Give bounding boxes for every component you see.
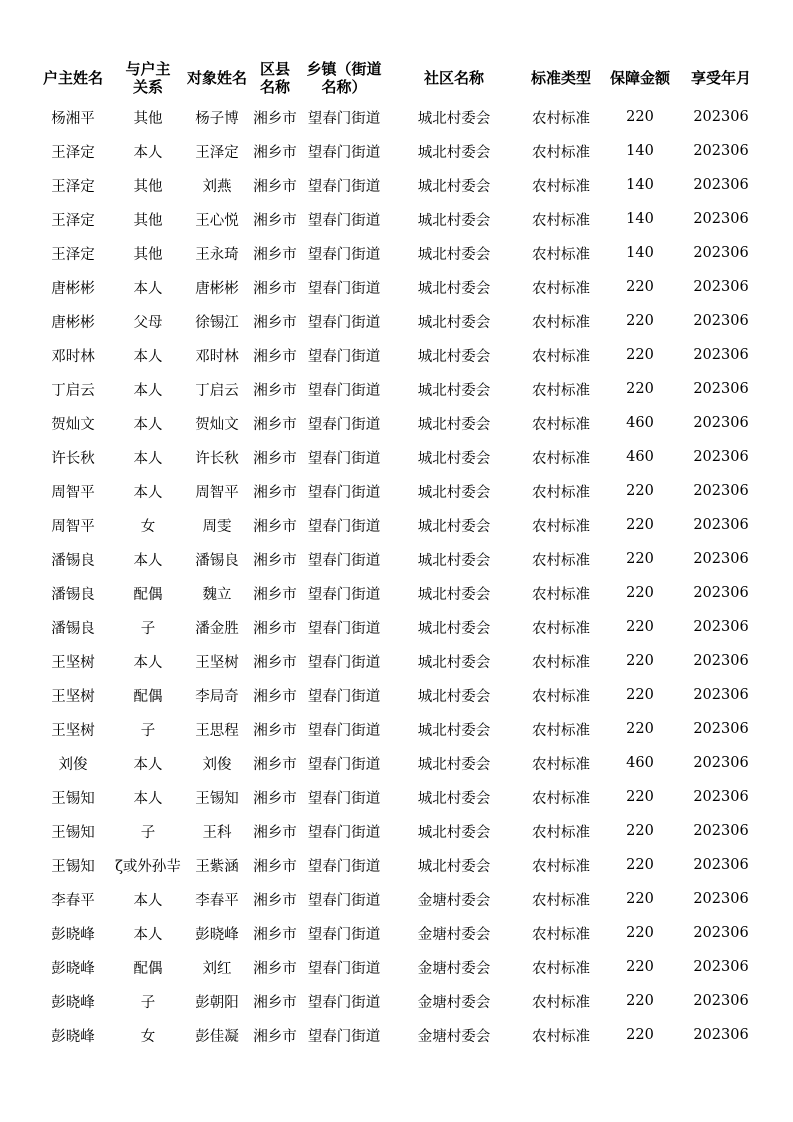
cell-subject: 王思程	[195, 722, 239, 739]
cell-relation: 父母	[133, 314, 163, 331]
cell-county: 湘乡市	[253, 518, 297, 535]
table-row	[34, 746, 764, 780]
cell-amount: 220	[626, 279, 654, 295]
cell-community: 金塘村委会	[417, 960, 491, 977]
cell-town: 望春门街道	[307, 790, 381, 807]
cell-town: 望春门街道	[307, 960, 381, 977]
cell-householder: 周智平	[51, 518, 95, 535]
cell-county: 湘乡市	[253, 654, 297, 671]
cell-householder: 刘俊	[58, 756, 88, 773]
cell-amount: 220	[626, 653, 654, 669]
cell-householder: 王坚树	[51, 722, 95, 739]
cell-relation: 本人	[133, 416, 163, 433]
cell-subject: 王科	[202, 824, 232, 841]
cell-county: 湘乡市	[253, 620, 297, 637]
cell-householder: 王锡知	[51, 824, 95, 841]
cell-county: 湘乡市	[253, 484, 297, 501]
table-row	[34, 1018, 764, 1052]
table-row	[34, 440, 764, 474]
cell-month: 202306	[693, 891, 749, 907]
cell-month: 202306	[693, 619, 749, 635]
cell-county: 湘乡市	[253, 586, 297, 603]
cell-householder: 唐彬彬	[51, 280, 95, 297]
cell-town: 望春门街道	[307, 1028, 381, 1045]
cell-community: 金塘村委会	[417, 1028, 491, 1045]
cell-householder: 彭晓峰	[51, 1028, 95, 1045]
cell-relation: 女	[140, 518, 156, 535]
cell-standard-type: 农村标准	[532, 824, 590, 841]
cell-subject: 邓时林	[195, 348, 239, 365]
cell-month: 202306	[693, 483, 749, 499]
cell-town: 望春门街道	[307, 348, 381, 365]
header-town: 乡镇（街道名称）	[306, 60, 382, 96]
cell-county: 湘乡市	[253, 416, 297, 433]
cell-relation: 本人	[133, 756, 163, 773]
cell-community: 城北村委会	[417, 688, 491, 705]
cell-town: 望春门街道	[307, 212, 381, 229]
cell-county: 湘乡市	[253, 212, 297, 229]
cell-amount: 220	[626, 585, 654, 601]
cell-subject: 潘锡良	[195, 552, 239, 569]
cell-county: 湘乡市	[253, 450, 297, 467]
cell-county: 湘乡市	[253, 110, 297, 127]
table-row	[34, 508, 764, 542]
cell-community: 金塘村委会	[417, 926, 491, 943]
cell-month: 202306	[693, 959, 749, 975]
cell-householder: 贺灿文	[51, 416, 95, 433]
cell-householder: 王泽定	[51, 212, 95, 229]
cell-town: 望春门街道	[307, 824, 381, 841]
cell-town: 望春门街道	[307, 144, 381, 161]
cell-standard-type: 农村标准	[532, 518, 590, 535]
cell-community: 城北村委会	[417, 110, 491, 127]
cell-town: 望春门街道	[307, 246, 381, 263]
cell-community: 城北村委会	[417, 518, 491, 535]
cell-relation: 子	[140, 994, 156, 1011]
cell-standard-type: 农村标准	[532, 416, 590, 433]
cell-community: 城北村委会	[417, 178, 491, 195]
table-row	[34, 304, 764, 338]
cell-standard-type: 农村标准	[532, 450, 590, 467]
table-row	[34, 610, 764, 644]
cell-community: 城北村委会	[417, 620, 491, 637]
cell-subject: 杨子博	[195, 110, 239, 127]
cell-subject: 彭朝阳	[195, 994, 239, 1011]
cell-householder: 许长秋	[51, 450, 95, 467]
cell-householder: 潘锡良	[51, 620, 95, 637]
cell-relation: 本人	[133, 382, 163, 399]
cell-amount: 460	[626, 755, 654, 771]
cell-amount: 460	[626, 449, 654, 465]
cell-community: 城北村委会	[417, 824, 491, 841]
cell-standard-type: 农村标准	[532, 110, 590, 127]
cell-standard-type: 农村标准	[532, 960, 590, 977]
cell-standard-type: 农村标准	[532, 756, 590, 773]
cell-relation: 本人	[133, 552, 163, 569]
cell-householder: 周智平	[51, 484, 95, 501]
cell-town: 望春门街道	[307, 994, 381, 1011]
cell-community: 城北村委会	[417, 450, 491, 467]
cell-month: 202306	[693, 143, 749, 159]
cell-householder: 邓时林	[51, 348, 95, 365]
cell-month: 202306	[693, 177, 749, 193]
cell-householder: 王锡知	[51, 858, 95, 875]
cell-householder: 王泽定	[51, 178, 95, 195]
cell-month: 202306	[693, 857, 749, 873]
cell-relation: 本人	[133, 484, 163, 501]
cell-relation: 配偶	[133, 586, 163, 603]
table-row	[34, 984, 764, 1018]
table-row	[34, 372, 764, 406]
cell-standard-type: 农村标准	[532, 348, 590, 365]
cell-community: 城北村委会	[417, 280, 491, 297]
cell-subject: 许长秋	[195, 450, 239, 467]
cell-town: 望春门街道	[307, 382, 381, 399]
cell-month: 202306	[693, 551, 749, 567]
cell-month: 202306	[693, 993, 749, 1009]
cell-standard-type: 农村标准	[532, 654, 590, 671]
cell-relation: 配偶	[133, 688, 163, 705]
cell-relation: 本人	[133, 790, 163, 807]
cell-subject: 丁启云	[195, 382, 239, 399]
cell-county: 湘乡市	[253, 246, 297, 263]
cell-amount: 220	[626, 993, 654, 1009]
cell-relation: 其他	[133, 110, 163, 127]
header-row	[34, 56, 764, 100]
cell-community: 城北村委会	[417, 586, 491, 603]
table-row	[34, 950, 764, 984]
cell-subject: 周雯	[202, 518, 232, 535]
cell-county: 湘乡市	[253, 144, 297, 161]
cell-amount: 220	[626, 483, 654, 499]
header-householder: 户主姓名	[42, 69, 103, 87]
cell-community: 城北村委会	[417, 246, 491, 263]
cell-town: 望春门街道	[307, 654, 381, 671]
table-row	[34, 168, 764, 202]
cell-town: 望春门街道	[307, 280, 381, 297]
cell-county: 湘乡市	[253, 552, 297, 569]
cell-amount: 220	[626, 1027, 654, 1043]
cell-county: 湘乡市	[253, 348, 297, 365]
cell-county: 湘乡市	[253, 314, 297, 331]
cell-standard-type: 农村标准	[532, 926, 590, 943]
cell-householder: 王坚树	[51, 688, 95, 705]
cell-county: 湘乡市	[253, 994, 297, 1011]
cell-town: 望春门街道	[307, 110, 381, 127]
cell-month: 202306	[693, 823, 749, 839]
cell-standard-type: 农村标准	[532, 586, 590, 603]
cell-relation: 子	[140, 722, 156, 739]
cell-standard-type: 农村标准	[532, 858, 590, 875]
cell-amount: 220	[626, 313, 654, 329]
cell-amount: 220	[626, 347, 654, 363]
cell-standard-type: 农村标准	[532, 178, 590, 195]
cell-householder: 王泽定	[51, 144, 95, 161]
cell-month: 202306	[693, 381, 749, 397]
table-row	[34, 882, 764, 916]
table-header	[34, 56, 764, 100]
table-row	[34, 916, 764, 950]
cell-amount: 220	[626, 959, 654, 975]
cell-county: 湘乡市	[253, 892, 297, 909]
cell-subject: 王永琦	[195, 246, 239, 263]
assistance-table	[34, 56, 764, 1052]
cell-county: 湘乡市	[253, 382, 297, 399]
cell-month: 202306	[693, 585, 749, 601]
table-row	[34, 678, 764, 712]
cell-town: 望春门街道	[307, 722, 381, 739]
cell-amount: 220	[626, 857, 654, 873]
cell-town: 望春门街道	[307, 450, 381, 467]
cell-subject: 刘红	[202, 960, 232, 977]
cell-town: 望春门街道	[307, 756, 381, 773]
cell-community: 城北村委会	[417, 654, 491, 671]
cell-householder: 潘锡良	[51, 552, 95, 569]
cell-town: 望春门街道	[307, 926, 381, 943]
table-row	[34, 780, 764, 814]
cell-relation: 本人	[133, 892, 163, 909]
cell-subject: 刘燕	[202, 178, 232, 195]
cell-community: 金塘村委会	[417, 892, 491, 909]
cell-amount: 220	[626, 721, 654, 737]
cell-relation: 其他	[133, 246, 163, 263]
cell-town: 望春门街道	[307, 416, 381, 433]
cell-town: 望春门街道	[307, 586, 381, 603]
cell-amount: 220	[626, 517, 654, 533]
cell-householder: 丁启云	[51, 382, 95, 399]
cell-town: 望春门街道	[307, 518, 381, 535]
cell-county: 湘乡市	[253, 858, 297, 875]
header-county: 区县名称	[259, 60, 290, 96]
cell-subject: 王锡知	[195, 790, 239, 807]
cell-amount: 140	[626, 211, 654, 227]
cell-amount: 220	[626, 619, 654, 635]
cell-householder: 王锡知	[51, 790, 95, 807]
cell-householder: 彭晓峰	[51, 994, 95, 1011]
cell-amount: 460	[626, 415, 654, 431]
cell-month: 202306	[693, 653, 749, 669]
cell-county: 湘乡市	[253, 178, 297, 195]
cell-amount: 220	[626, 823, 654, 839]
cell-amount: 140	[626, 143, 654, 159]
cell-town: 望春门街道	[307, 484, 381, 501]
cell-relation: 女	[140, 1028, 156, 1045]
table-row	[34, 848, 764, 882]
cell-amount: 220	[626, 109, 654, 125]
cell-subject: 魏立	[202, 586, 232, 603]
table-row	[34, 134, 764, 168]
cell-subject: 王紫涵	[195, 858, 239, 875]
cell-county: 湘乡市	[253, 824, 297, 841]
cell-community: 城北村委会	[417, 484, 491, 501]
cell-standard-type: 农村标准	[532, 688, 590, 705]
table-row	[34, 406, 764, 440]
cell-county: 湘乡市	[253, 926, 297, 943]
cell-subject: 刘俊	[202, 756, 232, 773]
cell-relation: 本人	[133, 144, 163, 161]
cell-standard-type: 农村标准	[532, 280, 590, 297]
cell-county: 湘乡市	[253, 756, 297, 773]
cell-relation: ζ或外孙⺸	[115, 858, 181, 875]
cell-community: 城北村委会	[417, 144, 491, 161]
cell-community: 城北村委会	[417, 212, 491, 229]
cell-householder: 彭晓峰	[51, 926, 95, 943]
cell-month: 202306	[693, 347, 749, 363]
cell-community: 金塘村委会	[417, 994, 491, 1011]
cell-month: 202306	[693, 279, 749, 295]
cell-county: 湘乡市	[253, 722, 297, 739]
header-amount: 保障金额	[609, 69, 670, 87]
cell-month: 202306	[693, 1027, 749, 1043]
cell-amount: 220	[626, 891, 654, 907]
cell-householder: 王泽定	[51, 246, 95, 263]
cell-month: 202306	[693, 755, 749, 771]
cell-relation: 配偶	[133, 960, 163, 977]
table-row	[34, 814, 764, 848]
cell-amount: 220	[626, 687, 654, 703]
cell-standard-type: 农村标准	[532, 722, 590, 739]
cell-householder: 彭晓峰	[51, 960, 95, 977]
cell-county: 湘乡市	[253, 790, 297, 807]
cell-householder: 王坚树	[51, 654, 95, 671]
cell-month: 202306	[693, 211, 749, 227]
cell-community: 城北村委会	[417, 790, 491, 807]
cell-community: 城北村委会	[417, 552, 491, 569]
cell-town: 望春门街道	[307, 178, 381, 195]
header-community: 社区名称	[423, 69, 484, 87]
cell-subject: 彭晓峰	[195, 926, 239, 943]
table-row	[34, 338, 764, 372]
cell-householder: 潘锡良	[51, 586, 95, 603]
cell-householder: 唐彬彬	[51, 314, 95, 331]
cell-relation: 本人	[133, 450, 163, 467]
table-row	[34, 542, 764, 576]
cell-subject: 李春平	[195, 892, 239, 909]
cell-relation: 子	[140, 620, 156, 637]
cell-amount: 140	[626, 245, 654, 261]
header-month: 享受年月	[690, 69, 751, 87]
cell-town: 望春门街道	[307, 892, 381, 909]
cell-town: 望春门街道	[307, 314, 381, 331]
cell-subject: 王泽定	[195, 144, 239, 161]
table-row	[34, 474, 764, 508]
cell-county: 湘乡市	[253, 960, 297, 977]
cell-amount: 220	[626, 789, 654, 805]
cell-subject: 贺灿文	[195, 416, 239, 433]
cell-standard-type: 农村标准	[532, 246, 590, 263]
cell-subject: 潘金胜	[195, 620, 239, 637]
cell-community: 城北村委会	[417, 756, 491, 773]
header-relation: 与户主关系	[125, 60, 171, 96]
cell-month: 202306	[693, 245, 749, 261]
cell-subject: 周智平	[195, 484, 239, 501]
cell-month: 202306	[693, 313, 749, 329]
cell-householder: 杨湘平	[51, 110, 95, 127]
table-row	[34, 236, 764, 270]
cell-month: 202306	[693, 109, 749, 125]
cell-standard-type: 农村标准	[532, 994, 590, 1011]
cell-relation: 其他	[133, 178, 163, 195]
cell-town: 望春门街道	[307, 858, 381, 875]
cell-community: 城北村委会	[417, 722, 491, 739]
table-row	[34, 270, 764, 304]
cell-relation: 本人	[133, 348, 163, 365]
cell-standard-type: 农村标准	[532, 382, 590, 399]
cell-month: 202306	[693, 789, 749, 805]
table-row	[34, 576, 764, 610]
cell-community: 城北村委会	[417, 416, 491, 433]
cell-relation: 子	[140, 824, 156, 841]
cell-town: 望春门街道	[307, 552, 381, 569]
cell-subject: 唐彬彬	[195, 280, 239, 297]
cell-month: 202306	[693, 687, 749, 703]
cell-town: 望春门街道	[307, 620, 381, 637]
cell-standard-type: 农村标准	[532, 790, 590, 807]
cell-month: 202306	[693, 449, 749, 465]
cell-subject: 李局奇	[195, 688, 239, 705]
header-standard-type: 标准类型	[530, 69, 591, 87]
cell-month: 202306	[693, 925, 749, 941]
cell-county: 湘乡市	[253, 688, 297, 705]
table-row	[34, 100, 764, 134]
cell-standard-type: 农村标准	[532, 620, 590, 637]
cell-standard-type: 农村标准	[532, 144, 590, 161]
table-body	[34, 100, 764, 1052]
cell-month: 202306	[693, 415, 749, 431]
cell-month: 202306	[693, 517, 749, 533]
cell-standard-type: 农村标准	[532, 314, 590, 331]
cell-county: 湘乡市	[253, 280, 297, 297]
table-row	[34, 644, 764, 678]
cell-standard-type: 农村标准	[532, 212, 590, 229]
cell-subject: 王心悦	[195, 212, 239, 229]
cell-subject: 徐锡江	[195, 314, 239, 331]
cell-town: 望春门街道	[307, 688, 381, 705]
cell-householder: 李春平	[51, 892, 95, 909]
cell-amount: 220	[626, 925, 654, 941]
cell-relation: 本人	[133, 280, 163, 297]
cell-relation: 本人	[133, 926, 163, 943]
cell-community: 城北村委会	[417, 382, 491, 399]
cell-standard-type: 农村标准	[532, 552, 590, 569]
cell-subject: 王坚树	[195, 654, 239, 671]
header-subject: 对象姓名	[186, 69, 247, 87]
cell-community: 城北村委会	[417, 858, 491, 875]
cell-amount: 220	[626, 551, 654, 567]
cell-month: 202306	[693, 721, 749, 737]
cell-community: 城北村委会	[417, 348, 491, 365]
cell-county: 湘乡市	[253, 1028, 297, 1045]
table-row	[34, 202, 764, 236]
cell-standard-type: 农村标准	[532, 484, 590, 501]
cell-subject: 彭佳凝	[195, 1028, 239, 1045]
cell-standard-type: 农村标准	[532, 892, 590, 909]
table-row	[34, 712, 764, 746]
cell-community: 城北村委会	[417, 314, 491, 331]
cell-relation: 其他	[133, 212, 163, 229]
cell-amount: 220	[626, 381, 654, 397]
cell-standard-type: 农村标准	[532, 1028, 590, 1045]
cell-amount: 140	[626, 177, 654, 193]
cell-relation: 本人	[133, 654, 163, 671]
